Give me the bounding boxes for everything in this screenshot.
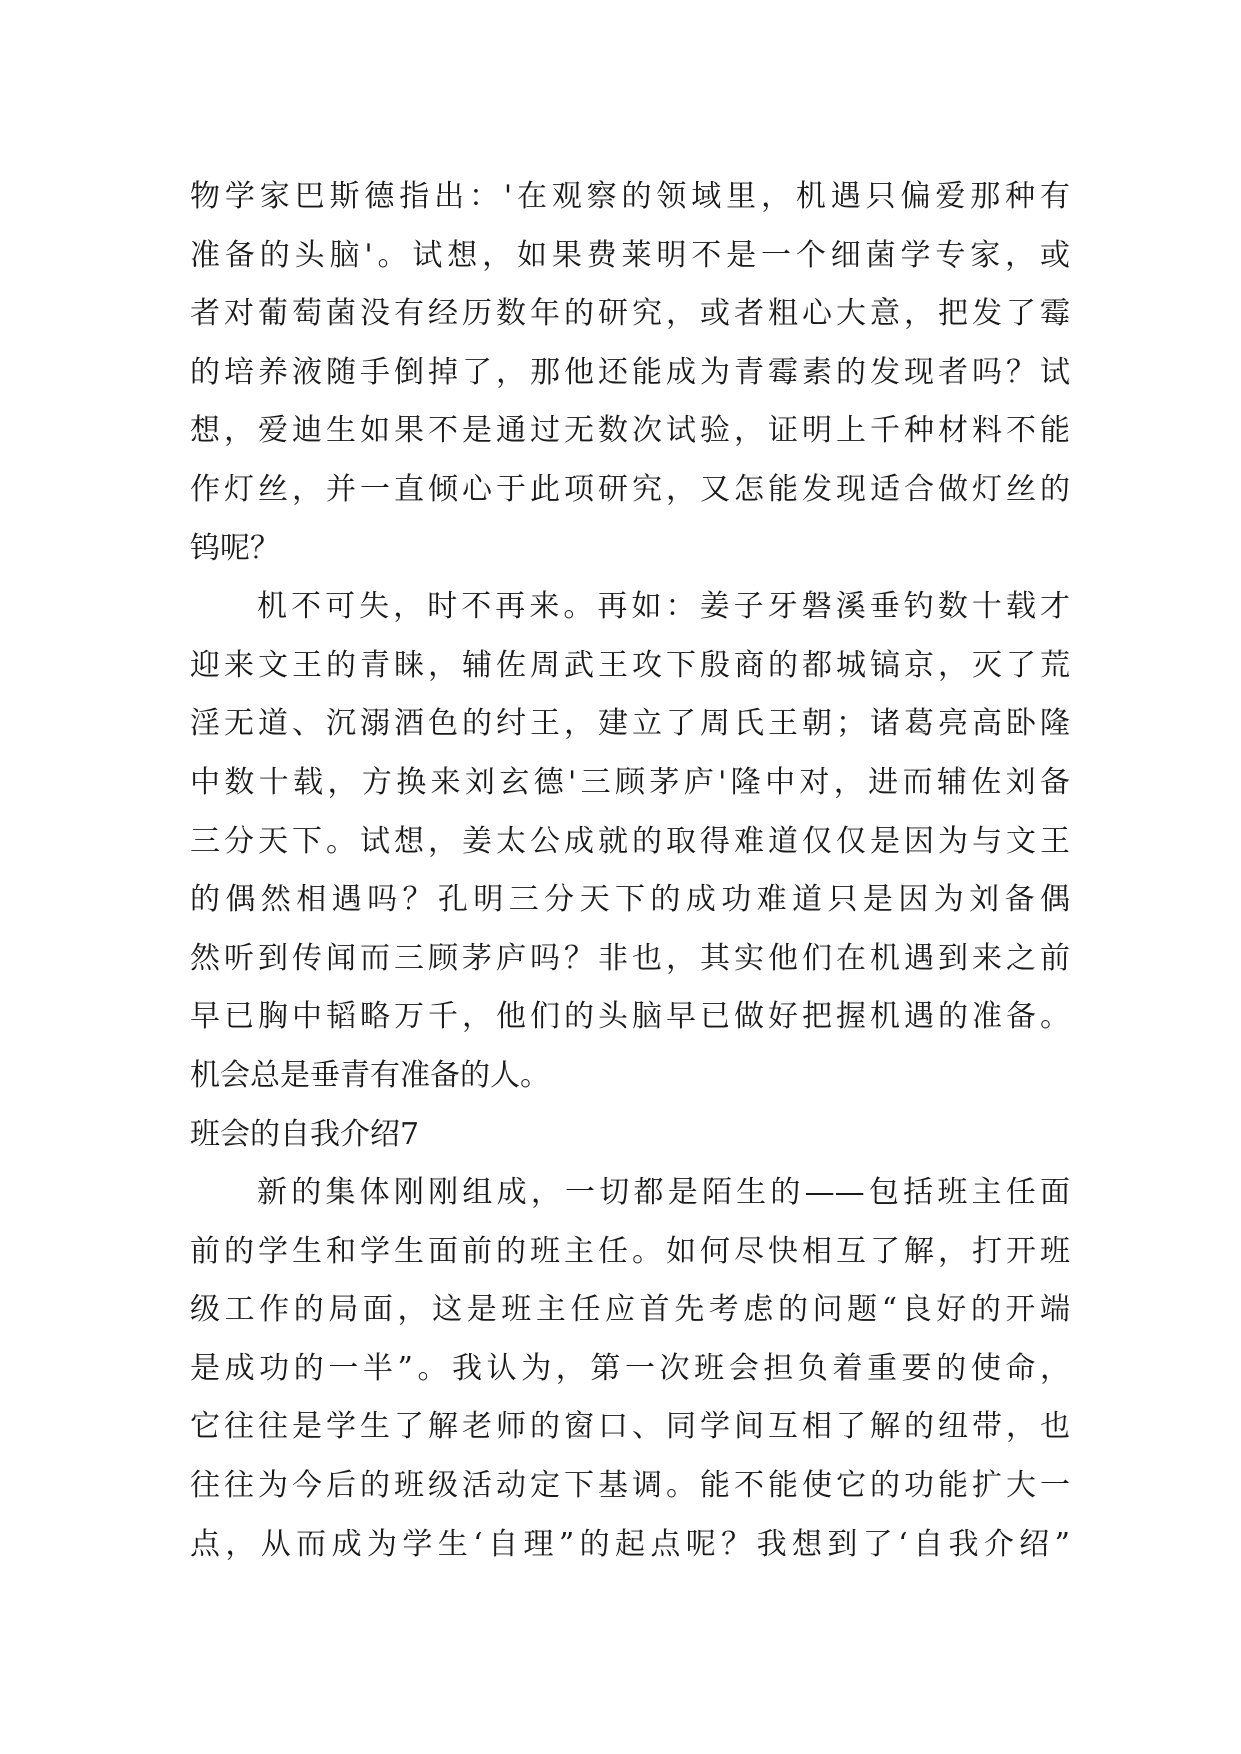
text-line: 往往为今后的班级活动定下基调。能不能使它的功能扩大一	[190, 1468, 1070, 1504]
text-line: 级工作的局面，这是班主任应首先考虑的问题“良好的开端	[190, 1292, 1070, 1328]
text-line: 钨呢？	[190, 530, 280, 566]
text-line: 机会总是垂青有准备的人。	[190, 1057, 550, 1093]
text-line: 的培养液随手倒掉了，那他还能成为青霉素的发现者吗？试	[190, 354, 1070, 390]
text-line: 想，爱迪生如果不是通过无数次试验，证明上千种材料不能	[190, 413, 1070, 449]
text-line: 淫无道、沉溺酒色的纣王，建立了周氏王朝；诸葛亮高卧隆	[190, 706, 1070, 742]
text-line: 的偶然相遇吗？孔明三分天下的成功难道只是因为刘备偶	[190, 882, 1070, 918]
text-line: 点，从而成为学生‘自理”的起点呢？我想到了‘自我介绍”	[190, 1526, 1070, 1562]
text-line: 者对葡萄菌没有经历数年的研究，或者粗心大意，把发了霉	[190, 296, 1070, 332]
text-line: 早已胸中韬略万千，他们的头脑早已做好把握机遇的准备。	[190, 999, 1070, 1035]
text-line: 它往往是学生了解老师的窗口、同学间互相了解的纽带，也	[190, 1409, 1070, 1445]
paragraph-first-line: 机不可失，时不再来。再如：姜子牙磐溪垂钓数十载才	[257, 589, 1070, 625]
text-line: 物学家巴斯德指出：'在观察的领域里，机遇只偏爱那种有	[190, 179, 1070, 214]
section-heading: 班会的自我介绍7	[190, 1116, 420, 1152]
document-body	[190, 168, 1070, 1574]
text-line: 前的学生和学生面前的班主任。如何尽快相互了解，打开班	[190, 1233, 1070, 1269]
text-line: 迎来文王的青睐，辅佐周武王攻下殷商的都城镐京，灭了荒	[190, 647, 1070, 683]
text-line: 三分天下。试想，姜太公成就的取得难道仅仅是因为与文王	[190, 823, 1070, 859]
text-line: 是成功的一半”。我认为，第一次班会担负着重要的使命，	[190, 1350, 1070, 1386]
text-line: 然听到传闻而三顾茅庐吗？非也，其实他们在机遇到来之前	[190, 940, 1070, 976]
text-line: 准备的头脑'。试想，如果费莱明不是一个细菌学专家，或	[190, 237, 1070, 273]
paragraph-first-line: 新的集体刚刚组成，一切都是陌生的——包括班主任面	[257, 1175, 1070, 1211]
text-line: 中数十载，方换来刘玄德'三顾茅庐'隆中对，进而辅佐刘备	[190, 764, 1070, 800]
text-line: 作灯丝，并一直倾心于此项研究，又怎能发现适合做灯丝的	[190, 471, 1070, 507]
